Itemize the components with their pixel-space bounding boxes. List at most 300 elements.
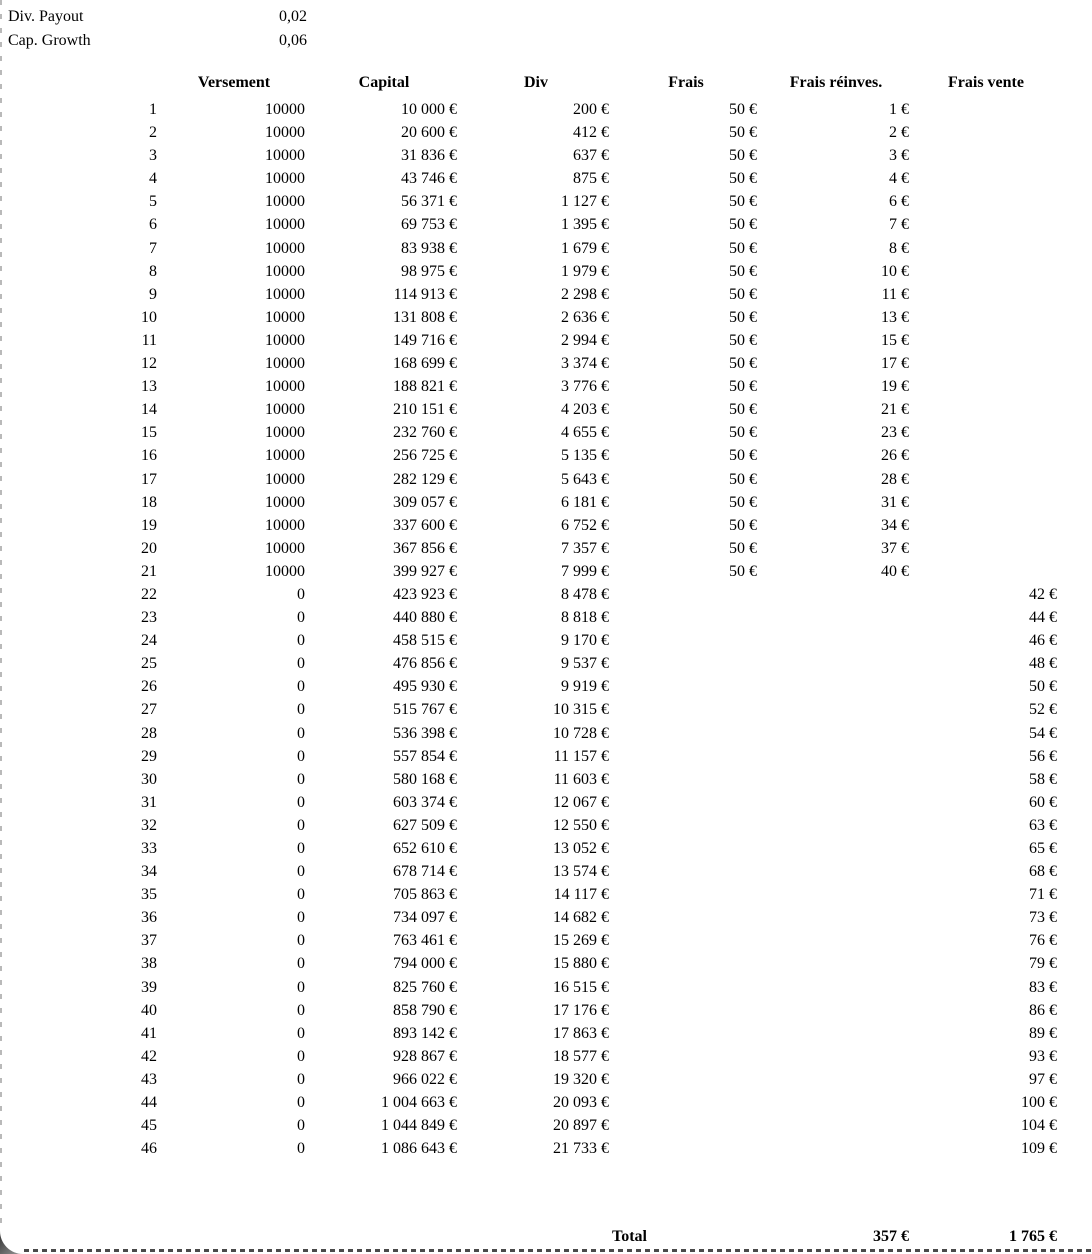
cell-div[interactable]: 4 203 €: [561, 401, 609, 419]
cell-div[interactable]: 1 395 €: [561, 216, 609, 234]
cell-frais[interactable]: [612, 976, 760, 999]
cell-capital[interactable]: 114 913 €: [393, 285, 457, 303]
cell-div[interactable]: 3 776 €: [561, 378, 609, 396]
cell-frais-reinves[interactable]: [760, 722, 912, 745]
cell-row-number[interactable]: 35: [141, 886, 157, 904]
cell-div[interactable]: 14 682 €: [553, 909, 609, 927]
cell-frais-reinves[interactable]: [760, 929, 912, 952]
cell-div[interactable]: 637 €: [573, 147, 609, 165]
cell-row-number[interactable]: 44: [141, 1094, 157, 1112]
cell-frais-vente[interactable]: 83 €: [1029, 978, 1057, 996]
cell-frais-reinves[interactable]: 2 €: [889, 124, 909, 142]
cell-capital[interactable]: 536 398 €: [393, 724, 457, 742]
cell-frais-vente[interactable]: [912, 144, 1060, 167]
cell-capital[interactable]: 458 515 €: [393, 632, 457, 650]
cell-div[interactable]: 7 999 €: [561, 562, 609, 580]
cell-versement[interactable]: 0: [297, 816, 305, 834]
cell-frais-reinves[interactable]: [760, 952, 912, 975]
cell-div[interactable]: 5 643 €: [561, 470, 609, 488]
cell-div[interactable]: 11 603 €: [553, 770, 609, 788]
cell-capital[interactable]: 69 753 €: [401, 216, 457, 234]
cell-div[interactable]: 7 357 €: [561, 539, 609, 557]
cell-frais-reinves[interactable]: [760, 976, 912, 999]
cell-frais-vente[interactable]: [912, 237, 1060, 260]
cell-div[interactable]: 21 733 €: [553, 1140, 609, 1158]
cell-capital[interactable]: 705 863 €: [393, 886, 457, 904]
cell-frais[interactable]: 50 €: [729, 216, 757, 234]
cell-frais-reinves[interactable]: [760, 675, 912, 698]
cell-frais-vente[interactable]: [912, 98, 1060, 121]
cell-frais-vente[interactable]: 68 €: [1029, 863, 1057, 881]
cell-frais-vente[interactable]: [912, 398, 1060, 421]
cell-row-number[interactable]: 7: [149, 239, 157, 257]
cell-row-number[interactable]: 12: [141, 355, 157, 373]
cell-versement[interactable]: 0: [297, 886, 305, 904]
cell-frais[interactable]: [612, 837, 760, 860]
cell-capital[interactable]: 10 000 €: [401, 101, 457, 118]
cell-frais[interactable]: [612, 952, 760, 975]
cell-frais[interactable]: [612, 1022, 760, 1045]
cell-versement[interactable]: 0: [297, 1047, 305, 1065]
cell-frais[interactable]: 50 €: [729, 262, 757, 280]
cell-versement[interactable]: 10000: [265, 355, 305, 373]
cell-frais[interactable]: 50 €: [729, 170, 757, 188]
cell-frais[interactable]: [612, 860, 760, 883]
cell-row-number[interactable]: 30: [141, 770, 157, 788]
cell-versement[interactable]: 0: [297, 655, 305, 673]
cell-versement[interactable]: 0: [297, 909, 305, 927]
cell-frais[interactable]: [612, 814, 760, 837]
cell-frais[interactable]: [612, 652, 760, 675]
cell-frais[interactable]: [612, 1045, 760, 1068]
cell-frais-reinves[interactable]: 4 €: [889, 170, 909, 188]
cell-versement[interactable]: 10000: [265, 516, 305, 534]
cell-versement[interactable]: 10000: [265, 147, 305, 165]
cell-frais-vente[interactable]: 86 €: [1029, 1001, 1057, 1019]
cell-versement[interactable]: 10000: [265, 101, 305, 118]
cell-versement[interactable]: 0: [297, 793, 305, 811]
cell-frais-vente[interactable]: [912, 213, 1060, 236]
cell-frais-vente[interactable]: [912, 121, 1060, 144]
cell-row-number[interactable]: 13: [141, 378, 157, 396]
cell-frais[interactable]: [612, 698, 760, 721]
cell-row-number[interactable]: 28: [141, 724, 157, 742]
cell-frais-vente[interactable]: 71 €: [1029, 886, 1057, 904]
cell-frais[interactable]: 50 €: [729, 401, 757, 419]
cell-frais-vente[interactable]: [912, 514, 1060, 537]
cell-div[interactable]: 412 €: [573, 124, 609, 142]
cell-versement[interactable]: 0: [297, 1094, 305, 1112]
cell-row-number[interactable]: 25: [141, 655, 157, 673]
cell-frais-reinves[interactable]: [760, 583, 912, 606]
cell-frais-vente[interactable]: [912, 491, 1060, 514]
cell-frais-reinves[interactable]: 37 €: [881, 539, 909, 557]
cell-versement[interactable]: 0: [297, 770, 305, 788]
cell-versement[interactable]: 10000: [265, 239, 305, 257]
cell-frais-reinves[interactable]: [760, 906, 912, 929]
cell-versement[interactable]: 0: [297, 1070, 305, 1088]
cell-div[interactable]: 9 537 €: [561, 655, 609, 673]
cell-versement[interactable]: 10000: [265, 562, 305, 580]
cell-frais-vente[interactable]: 42 €: [1029, 585, 1057, 603]
cell-versement[interactable]: 10000: [265, 378, 305, 396]
cell-capital[interactable]: 98 975 €: [401, 262, 457, 280]
cell-frais-vente[interactable]: 58 €: [1029, 770, 1057, 788]
cell-frais-vente[interactable]: [912, 167, 1060, 190]
cell-capital[interactable]: 399 927 €: [393, 562, 457, 580]
cell-capital[interactable]: 210 151 €: [393, 401, 457, 419]
cap-growth-value[interactable]: 0,06: [279, 31, 307, 49]
cell-frais[interactable]: [612, 606, 760, 629]
cell-versement[interactable]: 0: [297, 632, 305, 650]
header-capital[interactable]: Capital: [358, 74, 410, 91]
cell-capital[interactable]: 337 600 €: [393, 516, 457, 534]
cell-div[interactable]: 4 655 €: [561, 424, 609, 442]
header-div[interactable]: Div: [524, 74, 548, 91]
cell-versement[interactable]: 0: [297, 1024, 305, 1042]
cell-row-number[interactable]: 32: [141, 816, 157, 834]
cell-frais-reinves[interactable]: [760, 1068, 912, 1091]
cell-frais[interactable]: 50 €: [729, 239, 757, 257]
cell-frais-vente[interactable]: 76 €: [1029, 932, 1057, 950]
cell-capital[interactable]: 557 854 €: [393, 747, 457, 765]
cell-versement[interactable]: 0: [297, 585, 305, 603]
cell-row-number[interactable]: 40: [141, 1001, 157, 1019]
cell-frais-vente[interactable]: [912, 444, 1060, 467]
cell-div[interactable]: 9 919 €: [561, 678, 609, 696]
cell-versement[interactable]: 10000: [265, 447, 305, 465]
cell-div[interactable]: 1 679 €: [561, 239, 609, 257]
cell-row-number[interactable]: 1: [149, 101, 157, 118]
cell-frais-reinves[interactable]: [760, 1114, 912, 1137]
cell-div[interactable]: 19 320 €: [553, 1070, 609, 1088]
cell-frais-reinves[interactable]: [760, 1045, 912, 1068]
cell-frais-vente[interactable]: [912, 329, 1060, 352]
cell-versement[interactable]: 10000: [265, 193, 305, 211]
cell-capital[interactable]: 928 867 €: [393, 1047, 457, 1065]
cell-row-number[interactable]: 18: [141, 493, 157, 511]
cell-frais-reinves[interactable]: 10 €: [881, 262, 909, 280]
cell-frais-reinves[interactable]: 40 €: [881, 562, 909, 580]
cell-div[interactable]: 1 979 €: [561, 262, 609, 280]
cell-frais[interactable]: 50 €: [729, 470, 757, 488]
cell-frais-reinves[interactable]: [760, 768, 912, 791]
cell-versement[interactable]: 10000: [265, 470, 305, 488]
cell-div[interactable]: 12 067 €: [553, 793, 609, 811]
cell-div[interactable]: 8 818 €: [561, 609, 609, 627]
cell-versement[interactable]: 0: [297, 840, 305, 857]
cell-row-number[interactable]: 43: [141, 1070, 157, 1088]
cell-frais-reinves[interactable]: 19 €: [881, 378, 909, 396]
cell-capital[interactable]: 652 610 €: [393, 840, 457, 857]
cell-capital[interactable]: 678 714 €: [393, 863, 457, 881]
cell-capital[interactable]: 423 923 €: [393, 585, 457, 603]
cell-capital[interactable]: 1 086 643 €: [381, 1140, 457, 1158]
cell-frais-reinves[interactable]: [760, 860, 912, 883]
cell-row-number[interactable]: 41: [141, 1024, 157, 1042]
cell-div[interactable]: 10 728 €: [553, 724, 609, 742]
cell-frais[interactable]: 50 €: [729, 562, 757, 580]
cell-frais[interactable]: [612, 745, 760, 768]
cell-row-number[interactable]: 4: [149, 170, 157, 188]
cell-capital[interactable]: 1 004 663 €: [381, 1094, 457, 1112]
cell-row-number[interactable]: 6: [149, 216, 157, 234]
cell-frais[interactable]: [612, 768, 760, 791]
cell-frais[interactable]: 50 €: [729, 493, 757, 511]
cell-row-number[interactable]: 11: [141, 331, 157, 349]
cell-frais-reinves[interactable]: 34 €: [881, 516, 909, 534]
cell-versement[interactable]: 0: [297, 747, 305, 765]
cell-versement[interactable]: 10000: [265, 539, 305, 557]
cell-div[interactable]: 18 577 €: [553, 1047, 609, 1065]
cell-frais-reinves[interactable]: [760, 1022, 912, 1045]
cell-div[interactable]: 3 374 €: [561, 355, 609, 373]
total-label[interactable]: Total: [612, 1228, 647, 1245]
cell-row-number[interactable]: 26: [141, 678, 157, 696]
cell-frais-vente[interactable]: [912, 468, 1060, 491]
cell-frais-vente[interactable]: 50 €: [1029, 678, 1057, 696]
cell-frais[interactable]: [612, 999, 760, 1022]
cell-capital[interactable]: 43 746 €: [401, 170, 457, 188]
cell-frais[interactable]: [612, 791, 760, 814]
cell-frais-reinves[interactable]: [760, 745, 912, 768]
cell-frais-reinves[interactable]: 13 €: [881, 308, 909, 326]
cell-frais-reinves[interactable]: 8 €: [889, 239, 909, 257]
cell-capital[interactable]: 515 767 €: [393, 701, 457, 719]
cell-frais-reinves[interactable]: [760, 883, 912, 906]
cell-frais[interactable]: [612, 1114, 760, 1137]
cell-versement[interactable]: 10000: [265, 262, 305, 280]
cell-frais[interactable]: 50 €: [729, 516, 757, 534]
cell-row-number[interactable]: 36: [141, 909, 157, 927]
cell-frais[interactable]: 50 €: [729, 147, 757, 165]
cell-row-number[interactable]: 10: [141, 308, 157, 326]
cell-frais-reinves[interactable]: 28 €: [881, 470, 909, 488]
cell-versement[interactable]: 0: [297, 1140, 305, 1158]
cell-div[interactable]: 2 298 €: [561, 285, 609, 303]
cell-versement[interactable]: 0: [297, 955, 305, 973]
cell-div[interactable]: 2 636 €: [561, 308, 609, 326]
cell-frais-vente[interactable]: [912, 537, 1060, 560]
cell-frais-reinves[interactable]: [760, 698, 912, 721]
cell-versement[interactable]: 0: [297, 678, 305, 696]
cell-frais-vente[interactable]: 73 €: [1029, 909, 1057, 927]
cell-frais-reinves[interactable]: 3 €: [889, 147, 909, 165]
header-frais[interactable]: Frais: [668, 74, 704, 91]
cell-frais-vente[interactable]: 79 €: [1029, 955, 1057, 973]
cell-frais[interactable]: 50 €: [729, 193, 757, 211]
cell-row-number[interactable]: 16: [141, 447, 157, 465]
cell-div[interactable]: 13 052 €: [553, 840, 609, 857]
cell-frais-vente[interactable]: [912, 190, 1060, 213]
cell-versement[interactable]: 0: [297, 863, 305, 881]
div-payout-value[interactable]: 0,02: [279, 8, 307, 25]
header-frais-reinves[interactable]: Frais réinves.: [789, 74, 883, 91]
cell-frais[interactable]: [612, 722, 760, 745]
cell-div[interactable]: 875 €: [573, 170, 609, 188]
cell-frais-reinves[interactable]: 15 €: [881, 331, 909, 349]
cell-frais[interactable]: 50 €: [729, 355, 757, 373]
cell-frais-vente[interactable]: 48 €: [1029, 655, 1057, 673]
cell-frais-vente[interactable]: [912, 421, 1060, 444]
cell-versement[interactable]: 10000: [265, 331, 305, 349]
cell-div[interactable]: 6 181 €: [561, 493, 609, 511]
cell-frais-reinves[interactable]: [760, 999, 912, 1022]
cell-frais-vente[interactable]: 60 €: [1029, 793, 1057, 811]
cell-frais-vente[interactable]: 52 €: [1029, 701, 1057, 719]
cell-div[interactable]: 17 863 €: [553, 1024, 609, 1042]
cell-capital[interactable]: 794 000 €: [393, 955, 457, 973]
cell-capital[interactable]: 367 856 €: [393, 539, 457, 557]
cell-frais-vente[interactable]: 100 €: [1021, 1094, 1057, 1112]
cell-frais[interactable]: [612, 583, 760, 606]
cell-div[interactable]: 15 269 €: [553, 932, 609, 950]
cell-row-number[interactable]: 17: [141, 470, 157, 488]
cell-capital[interactable]: 966 022 €: [393, 1070, 457, 1088]
cell-row-number[interactable]: 23: [141, 609, 157, 627]
cell-frais[interactable]: 50 €: [729, 124, 757, 142]
cell-versement[interactable]: 0: [297, 724, 305, 742]
cell-versement[interactable]: 10000: [265, 493, 305, 511]
cell-div[interactable]: 5 135 €: [561, 447, 609, 465]
cell-div[interactable]: 8 478 €: [561, 585, 609, 603]
cell-frais-reinves[interactable]: 11 €: [881, 285, 909, 303]
cell-capital[interactable]: 763 461 €: [393, 932, 457, 950]
cell-frais-reinves[interactable]: [760, 1091, 912, 1114]
cell-frais-reinves[interactable]: 17 €: [881, 355, 909, 373]
cell-div[interactable]: 1 127 €: [561, 193, 609, 211]
cell-capital[interactable]: 440 880 €: [393, 609, 457, 627]
cell-frais[interactable]: 50 €: [729, 447, 757, 465]
cell-row-number[interactable]: 45: [141, 1117, 157, 1135]
cell-frais[interactable]: 50 €: [729, 539, 757, 557]
cell-frais-reinves[interactable]: 7 €: [889, 216, 909, 234]
cell-frais[interactable]: [612, 1137, 760, 1160]
cell-div[interactable]: 12 550 €: [553, 816, 609, 834]
cell-row-number[interactable]: 2: [149, 124, 157, 142]
cell-capital[interactable]: 603 374 €: [393, 793, 457, 811]
cell-capital[interactable]: 149 716 €: [393, 331, 457, 349]
cell-versement[interactable]: 10000: [265, 124, 305, 142]
cell-versement[interactable]: 10000: [265, 308, 305, 326]
cell-versement[interactable]: 0: [297, 609, 305, 627]
cell-row-number[interactable]: 9: [149, 285, 157, 303]
cell-capital[interactable]: 56 371 €: [401, 193, 457, 211]
cell-capital[interactable]: 309 057 €: [393, 493, 457, 511]
cell-frais[interactable]: 50 €: [729, 424, 757, 442]
cell-frais-reinves[interactable]: 31 €: [881, 493, 909, 511]
cell-frais[interactable]: [612, 929, 760, 952]
cell-capital[interactable]: 1 044 849 €: [381, 1117, 457, 1135]
cell-versement[interactable]: 0: [297, 932, 305, 950]
cell-frais[interactable]: [612, 883, 760, 906]
cell-frais[interactable]: [612, 1068, 760, 1091]
cell-capital[interactable]: 858 790 €: [393, 1001, 457, 1019]
cell-frais[interactable]: [612, 906, 760, 929]
cell-frais-reinves[interactable]: [760, 837, 912, 860]
cell-row-number[interactable]: 33: [141, 840, 157, 857]
cell-row-number[interactable]: 20: [141, 539, 157, 557]
total-frais-reinves-value[interactable]: 357 €: [873, 1228, 909, 1245]
cell-capital[interactable]: 20 600 €: [401, 124, 457, 142]
cell-capital[interactable]: 188 821 €: [393, 378, 457, 396]
cell-capital[interactable]: 495 930 €: [393, 678, 457, 696]
cell-versement[interactable]: 10000: [265, 401, 305, 419]
cell-frais-vente[interactable]: 56 €: [1029, 747, 1057, 765]
cell-versement[interactable]: 10000: [265, 216, 305, 234]
cell-div[interactable]: 10 315 €: [553, 701, 609, 719]
cell-frais-vente[interactable]: 46 €: [1029, 632, 1057, 650]
cell-frais-vente[interactable]: [912, 560, 1060, 583]
cell-row-number[interactable]: 37: [141, 932, 157, 950]
cell-frais-vente[interactable]: 104 €: [1021, 1117, 1057, 1135]
cell-div[interactable]: 14 117 €: [553, 886, 609, 904]
cell-versement[interactable]: 0: [297, 701, 305, 719]
cell-frais-reinves[interactable]: [760, 1137, 912, 1160]
cell-div[interactable]: 13 574 €: [553, 863, 609, 881]
cell-row-number[interactable]: 34: [141, 863, 157, 881]
cell-frais[interactable]: [612, 629, 760, 652]
cell-row-number[interactable]: 14: [141, 401, 157, 419]
cell-frais-reinves[interactable]: 21 €: [881, 401, 909, 419]
cell-frais-vente[interactable]: 109 €: [1021, 1140, 1057, 1158]
cell-frais[interactable]: 50 €: [729, 308, 757, 326]
cell-frais-reinves[interactable]: [760, 652, 912, 675]
cell-frais-reinves[interactable]: 6 €: [889, 193, 909, 211]
cell-row-number[interactable]: 3: [149, 147, 157, 165]
cell-div[interactable]: 16 515 €: [553, 978, 609, 996]
cell-capital[interactable]: 232 760 €: [393, 424, 457, 442]
cell-frais-vente[interactable]: 65 €: [1029, 840, 1057, 857]
cell-frais-vente[interactable]: [912, 306, 1060, 329]
cell-capital[interactable]: 893 142 €: [393, 1024, 457, 1042]
cell-frais-vente[interactable]: [912, 283, 1060, 306]
cell-capital[interactable]: 131 808 €: [393, 308, 457, 326]
cell-frais-vente[interactable]: 97 €: [1029, 1070, 1057, 1088]
cell-div[interactable]: 17 176 €: [553, 1001, 609, 1019]
header-row-number[interactable]: [0, 68, 160, 98]
cell-div[interactable]: 20 897 €: [553, 1117, 609, 1135]
cell-capital[interactable]: 580 168 €: [393, 770, 457, 788]
header-frais-vente[interactable]: Frais vente: [948, 74, 1024, 91]
cell-div[interactable]: 2 994 €: [561, 331, 609, 349]
cell-row-number[interactable]: 31: [141, 793, 157, 811]
cell-frais-vente[interactable]: 44 €: [1029, 609, 1057, 627]
cell-frais-vente[interactable]: [912, 352, 1060, 375]
cell-frais-reinves[interactable]: [760, 606, 912, 629]
cell-div[interactable]: 15 880 €: [553, 955, 609, 973]
cell-div[interactable]: 6 752 €: [561, 516, 609, 534]
cell-capital[interactable]: 83 938 €: [401, 239, 457, 257]
cell-frais[interactable]: 50 €: [729, 378, 757, 396]
cell-frais[interactable]: 50 €: [729, 331, 757, 349]
cell-frais-reinves[interactable]: [760, 791, 912, 814]
cell-versement[interactable]: 0: [297, 978, 305, 996]
cell-capital[interactable]: 282 129 €: [393, 470, 457, 488]
cell-div[interactable]: 20 093 €: [553, 1094, 609, 1112]
cell-div[interactable]: 200 €: [573, 101, 609, 118]
cell-capital[interactable]: 627 509 €: [393, 816, 457, 834]
cell-frais-vente[interactable]: [912, 375, 1060, 398]
cell-row-number[interactable]: 29: [141, 747, 157, 765]
header-versement[interactable]: Versement: [197, 74, 271, 91]
cap-growth-label[interactable]: Cap. Growth: [8, 31, 91, 49]
cell-row-number[interactable]: 21: [141, 562, 157, 580]
cell-row-number[interactable]: 38: [141, 955, 157, 973]
cell-versement[interactable]: 10000: [265, 424, 305, 442]
cell-frais[interactable]: 50 €: [729, 285, 757, 303]
cell-frais[interactable]: [612, 675, 760, 698]
